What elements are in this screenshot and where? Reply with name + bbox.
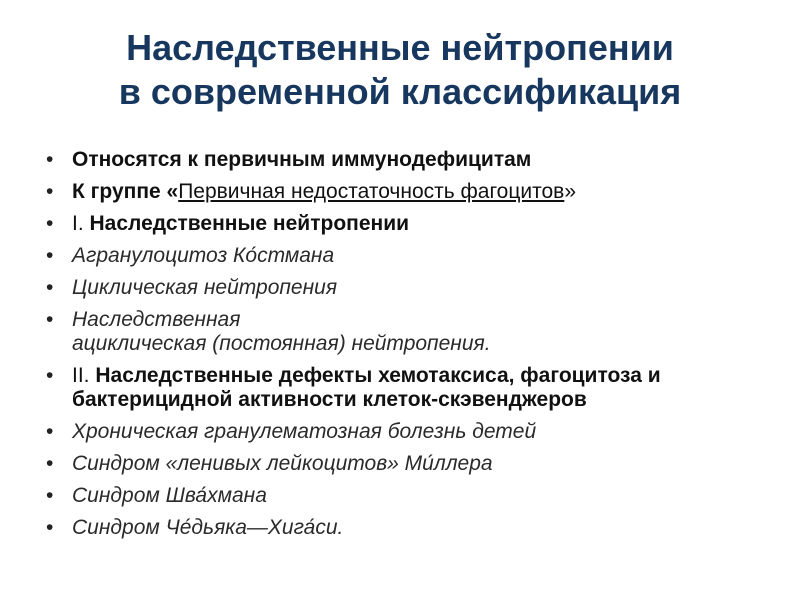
bullet-icon: • xyxy=(46,212,54,235)
list-item-cyclic-neutropenia xyxy=(46,276,766,300)
list-item-group xyxy=(46,180,766,204)
title-line-1: Наследственные нейтропении xyxy=(126,27,674,68)
item-text: Относятся к первичным иммунодефицитам xyxy=(72,148,532,171)
list-item-acyclic-neutropenia xyxy=(46,308,766,356)
bullet-list xyxy=(46,148,766,548)
item-text: Наследственные нейтропении xyxy=(89,212,410,235)
roman-numeral: I. xyxy=(72,212,90,235)
title-line-2: в современной классификация xyxy=(118,71,682,112)
list-item-cgd xyxy=(46,420,766,444)
bullet-icon: • xyxy=(46,244,54,267)
item-suffix: » xyxy=(564,180,577,203)
list-item-section-1 xyxy=(46,212,766,236)
bullet-icon: • xyxy=(46,364,54,387)
item-text-line-2: ациклическая (постоянная) нейтропения. xyxy=(72,332,491,355)
bullet-icon: • xyxy=(46,180,54,203)
list-item-kostmann xyxy=(46,244,766,268)
list-item-section-2 xyxy=(46,364,766,412)
item-text: Агранулоцитоз Ко́стмана xyxy=(72,244,335,267)
bullet-icon: • xyxy=(46,452,54,475)
slide-title xyxy=(20,26,780,114)
bullet-icon: • xyxy=(46,420,54,443)
phagocyte-deficiency-link[interactable]: Первичная недостаточность фагоцитов xyxy=(178,180,565,203)
item-text: Синдром Шва́хмана xyxy=(72,484,267,507)
item-text: Синдром «ленивых лейкоцитов» Ми́ллера xyxy=(72,452,493,475)
list-item-primary-immunodeficiency xyxy=(46,148,766,172)
item-text: Наследственные дефекты хемотаксиса, фагоцитоза и бактерицидной активности клеток-скэвенджеров xyxy=(72,364,661,411)
item-text-line-1: Наследственная xyxy=(72,308,241,331)
roman-numeral: II. xyxy=(72,364,96,387)
bullet-icon: • xyxy=(46,148,54,171)
list-item-chediak-higashi xyxy=(46,516,766,540)
bullet-icon: • xyxy=(46,516,54,539)
bullet-icon: • xyxy=(46,308,54,331)
item-text: Хроническая гранулематозная болезнь детей xyxy=(72,420,537,443)
bullet-icon: • xyxy=(46,276,54,299)
item-prefix: К группе « xyxy=(72,180,179,203)
item-text: Циклическая нейтропения xyxy=(72,276,338,299)
list-item-lazy-leukocyte xyxy=(46,452,766,476)
bullet-icon: • xyxy=(46,484,54,507)
list-item-shwachman xyxy=(46,484,766,508)
item-text: Синдром Че́дьяка—Хига́си. xyxy=(72,516,344,539)
